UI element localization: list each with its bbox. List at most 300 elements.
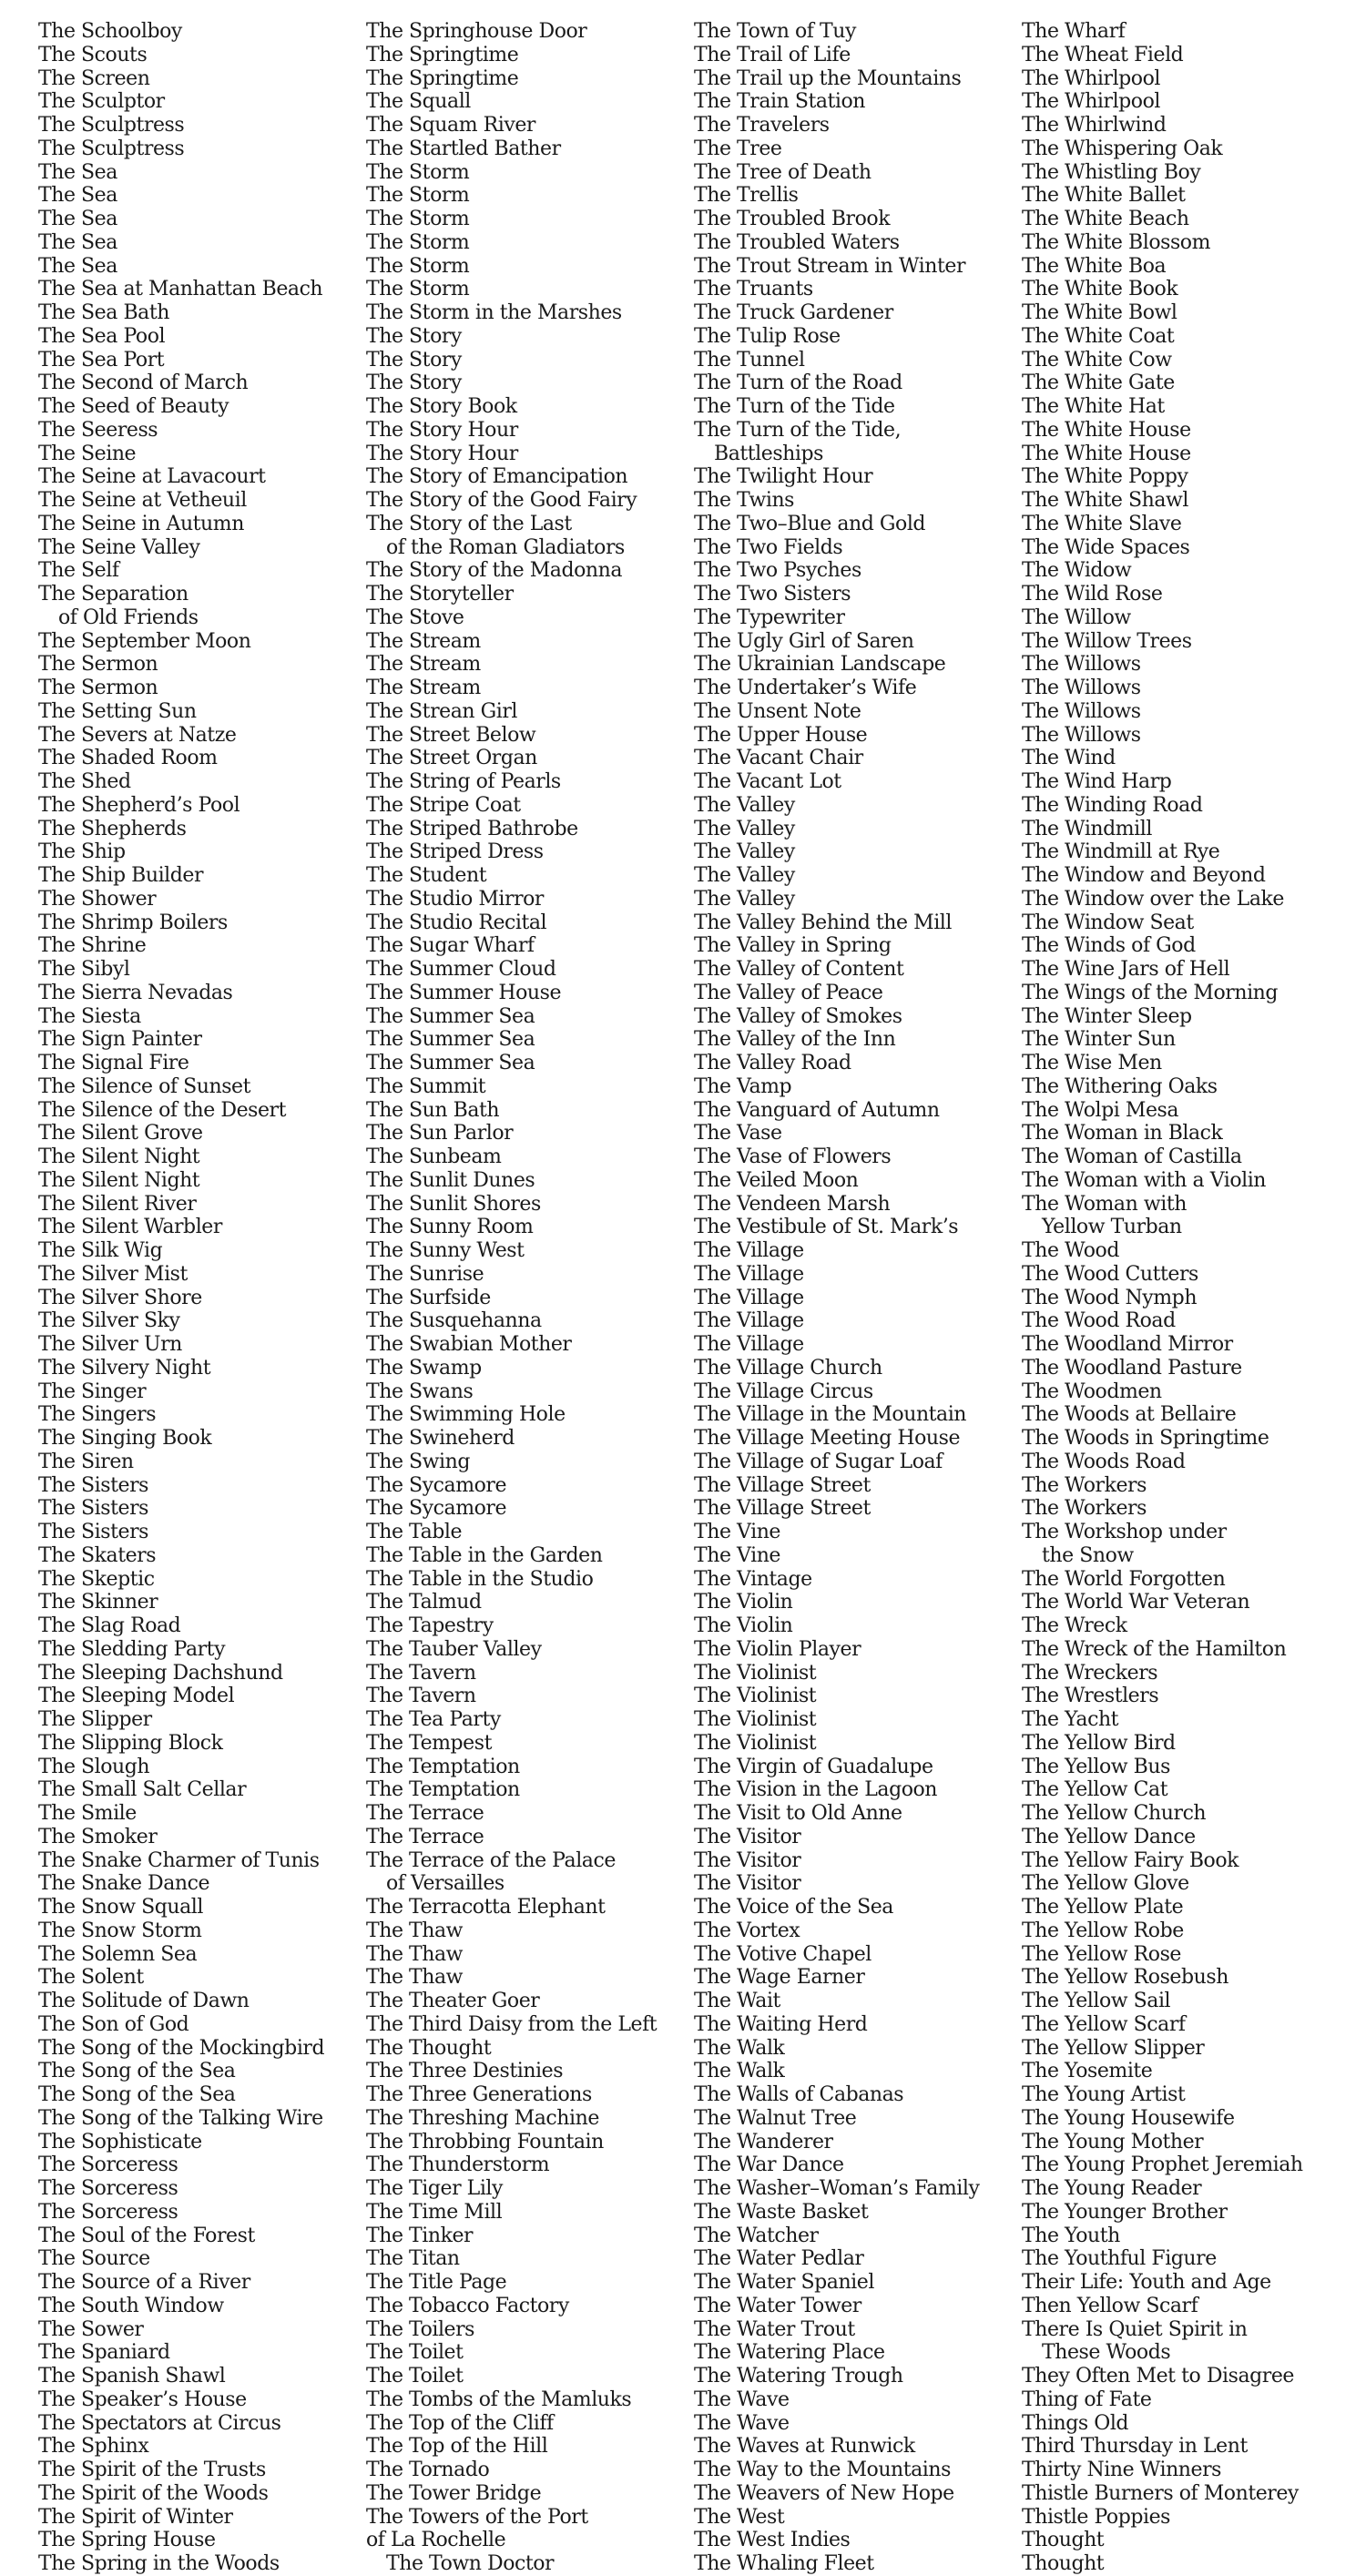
index-entry: The Summer Cloud [366, 958, 556, 981]
index-entry: The Top of the Hill [366, 2435, 548, 2459]
index-entry: The Singers [38, 1403, 157, 1427]
index-entry: The Snow Squall [38, 1896, 203, 1919]
index-entry: The Sea Pool [38, 324, 166, 348]
index-entry: The Troubled Brook [694, 208, 891, 230]
index-entry: The Sycamore [366, 1473, 507, 1497]
index-entry: The Squall [366, 90, 471, 114]
index-entry: The Sunny Room [366, 1216, 534, 1239]
index-entry: The Window over the Lake [1022, 887, 1284, 911]
index-entry: The White Slave [1022, 512, 1182, 535]
index-entry: The Sower [38, 2317, 144, 2341]
index-entry: The White Boa [1022, 254, 1167, 278]
index-entry: The Weavers of New Hope [694, 2481, 954, 2505]
index-entry: The Troubled Waters [694, 230, 900, 254]
index-entry: The Sorceress [38, 2153, 178, 2177]
index-entry-continuation: of the Roman Gladiators [386, 535, 625, 559]
index-entry: The Springtime [366, 43, 519, 66]
index-entry: The Sisters [38, 1497, 148, 1521]
index-entry: The Valley Road [694, 1052, 851, 1074]
index-entry: The Toilers [366, 2317, 475, 2341]
index-entry: The Trail of Life [694, 43, 851, 66]
index-entry: The Threshing Machine [366, 2106, 599, 2130]
index-entry: The Yellow Dance [1022, 1825, 1196, 1848]
index-entry: The Wheat Field [1022, 43, 1184, 66]
index-entry: The Sledding Party [38, 1637, 226, 1661]
index-entry: The Whispering Oak [1022, 137, 1223, 160]
index-entry: The Village [694, 1309, 804, 1333]
index-entry: There Is Quiet Spirit in [1022, 2317, 1248, 2341]
index-entry: The Two Fields [694, 535, 843, 559]
index-entry: The Voice of the Sea [694, 1896, 893, 1919]
index-entry: The Village [694, 1286, 804, 1309]
index-entry: The Vine [694, 1543, 780, 1567]
index-entry: The Trout Stream in Winter [694, 254, 966, 278]
index-entry: The Tavern [366, 1685, 476, 1708]
index-entry: The Whirlpool [1022, 66, 1160, 90]
index-entry: The Shower [38, 887, 157, 911]
index-entry: The Ukrainian Landscape [694, 653, 946, 677]
index-entry: The Two–Blue and Gold [694, 512, 926, 535]
index-entry: The Shrine [38, 934, 147, 958]
index-entry: The Vision in the Lagoon [694, 1778, 938, 1802]
index-entry-continuation: the Snow [1042, 1543, 1134, 1567]
index-entry: The Valley of the Inn [694, 1028, 896, 1052]
index-entry: The Tower Bridge [366, 2481, 542, 2505]
index-entry: The Swimming Hole [366, 1403, 566, 1427]
index-entry: The Summer Sea [366, 1028, 535, 1052]
index-entry: The Theater Goer [366, 1990, 540, 2012]
index-entry: The Waves at Runwick [694, 2435, 915, 2459]
index-entry: The Young Housewife [1022, 2106, 1235, 2130]
index-entry: The Way to the Mountains [694, 2459, 951, 2481]
index-entry: The Snow Storm [38, 1919, 202, 1942]
index-entry: The Self [38, 559, 119, 583]
index-entry: The Walk [694, 2036, 785, 2060]
index-entry: The Two Sisters [694, 583, 851, 606]
index-entry: The White Book [1022, 278, 1178, 301]
index-entry: The Tree [694, 137, 782, 160]
index-entry: The Sea Bath [38, 301, 169, 324]
index-entry: The Wave [694, 2388, 790, 2411]
index-entry: The Student [366, 864, 487, 887]
index-entry: The September Moon [38, 629, 251, 653]
index-entry: The White Poppy [1022, 465, 1188, 489]
index-entry-continuation: of Versailles [386, 1872, 505, 1896]
index-entry: The Silver Shore [38, 1286, 202, 1309]
index-entry: The Whistling Boy [1022, 160, 1201, 184]
index-entry: The Walls of Cabanas [694, 2083, 904, 2106]
index-entry: The Vacant Lot [694, 770, 841, 793]
index-entry: The Yellow Fairy Book [1022, 1848, 1239, 1872]
index-entry: The Springhouse Door [366, 20, 587, 43]
index-entry: The Seed of Beauty [38, 395, 229, 418]
index-entry: The Tree of Death [694, 160, 872, 184]
index-entry: The Whaling Fleet [694, 2552, 874, 2575]
index-entry: The Wood Road [1022, 1309, 1176, 1333]
index-entry: The Wind [1022, 747, 1116, 770]
index-entry: The Stove [366, 606, 464, 629]
index-entry: The Tulip Rose [694, 324, 841, 348]
index-entry: The Silent Night [38, 1168, 200, 1192]
index-entry: The Woods in Springtime [1022, 1427, 1269, 1450]
index-entry: The Sea Port [38, 348, 165, 372]
index-entry: The Stripe Coat [366, 793, 521, 817]
index-entry: The Vestibule of St. Mark’s [694, 1216, 959, 1239]
index-entry: The Virgin of Guadalupe [694, 1755, 933, 1778]
index-entry: The Sunlit Dunes [366, 1168, 535, 1192]
index-entry: The Violinist [694, 1731, 817, 1755]
index-entry: The Table in the Studio [366, 1567, 594, 1591]
index-entry: The Woods at Bellaire [1022, 1403, 1237, 1427]
index-entry: The Tauber Valley [366, 1637, 542, 1661]
index-entry: The Swans [366, 1380, 474, 1403]
index-entry: The White Blossom [1022, 230, 1211, 254]
index-entry: The Tunnel [694, 348, 805, 372]
index-entry: The Silvery Night [38, 1356, 211, 1380]
index-entry: The Valley of Smokes [694, 1004, 902, 1028]
index-entry: The Smoker [38, 1825, 158, 1848]
index-entry: The Willow Trees [1022, 629, 1192, 653]
index-entry: Thing of Fate [1022, 2388, 1152, 2411]
index-entry: The White Ballet [1022, 184, 1186, 208]
index-entry-continuation: The Town Doctor [386, 2552, 555, 2575]
index-entry: The Ugly Girl of Saren [694, 629, 914, 653]
index-entry: The Song of the Sea [38, 2060, 236, 2083]
index-entry: The Withering Oaks [1022, 1074, 1218, 1098]
index-entry: The Violinist [694, 1685, 817, 1708]
index-entry: The Wharf [1022, 20, 1126, 43]
index-entry: The Sculptress [38, 137, 185, 160]
index-entry: The Second of March [38, 372, 249, 395]
index-entry: The Swing [366, 1450, 470, 1473]
index-entry: The Yellow Sail [1022, 1990, 1171, 2012]
index-entry: The Water Tower [694, 2294, 861, 2317]
index-entry: The Slough [38, 1755, 150, 1778]
index-entry: The Snake Dance [38, 1872, 210, 1896]
index-entry: The Swabian Mother [366, 1333, 572, 1356]
index-entry: The Yellow Rose [1022, 1942, 1181, 1966]
index-entry: The Vintage [694, 1567, 812, 1591]
index-entry: The Shed [38, 770, 131, 793]
index-entry: The Toilet [366, 2365, 464, 2388]
index-column-3 [694, 20, 1022, 2576]
index-entry: The Wide Spaces [1022, 535, 1190, 559]
index-entry: The Village of Sugar Loaf [694, 1450, 943, 1473]
index-entry: The Seine [38, 442, 137, 465]
index-entry: The Sugar Wharf [366, 934, 535, 958]
index-entry: The Throbbing Fountain [366, 2130, 604, 2153]
index-entry: The Visitor [694, 1872, 801, 1896]
index-entry: The Story of Emancipation [366, 465, 628, 489]
index-entry: The Soul of the Forest [38, 2224, 255, 2247]
index-entry: Thistle Burners of Monterey [1022, 2481, 1299, 2505]
index-entry: The Spring House [38, 2529, 216, 2552]
index-entry: The Winter Sleep [1022, 1004, 1192, 1028]
index-entry: The Silver Mist [38, 1262, 188, 1286]
index-entry: The Song of the Mockingbird [38, 2036, 325, 2060]
index-entry: The Studio Mirror [366, 887, 545, 911]
index-entry: The Yellow Glove [1022, 1872, 1189, 1896]
index-entry: The Village Church [694, 1356, 882, 1380]
index-entry: The White Gate [1022, 372, 1175, 395]
index-entry: The Wreck of the Hamilton [1022, 1637, 1287, 1661]
index-entry: The Violin [694, 1591, 793, 1614]
index-entry: The Toilet [366, 2341, 464, 2365]
index-entry: The Tapestry [366, 1614, 494, 1637]
index-entry: The Young Mother [1022, 2130, 1204, 2153]
index-entry: The Summer Sea [366, 1004, 535, 1028]
index-entry: The Sunrise [366, 1262, 484, 1286]
index-entry: The Waiting Herd [694, 2012, 868, 2036]
index-entry: The Screen [38, 66, 150, 90]
index-entry: The Violinist [694, 1661, 817, 1685]
index-entry: The Slipper [38, 1708, 152, 1731]
index-entry: Then Yellow Scarf [1022, 2294, 1198, 2317]
index-entry: The Silence of Sunset [38, 1074, 251, 1098]
index-entry: The Sunlit Shores [366, 1192, 541, 1216]
index-entry: The White Coat [1022, 324, 1175, 348]
index-entry: The Trellis [694, 184, 799, 208]
index-entry: The Slipping Block [38, 1731, 223, 1755]
index-entry: The Train Station [694, 90, 866, 114]
index-entry: The Terracotta Elephant [366, 1896, 606, 1919]
index-entry: The Three Destinies [366, 2060, 564, 2083]
index-entry: The Terrace [366, 1825, 484, 1848]
index-entry: The Wreck [1022, 1614, 1127, 1637]
index-entry: The Wreckers [1022, 1661, 1158, 1685]
index-entry: The Veiled Moon [694, 1168, 859, 1192]
index-entry: The Story of the Good Fairy [366, 489, 637, 512]
index-entry: The Windmill [1022, 817, 1152, 840]
index-entry: The Watering Place [694, 2341, 885, 2365]
index-entry: The Sleeping Model [38, 1685, 235, 1708]
index-entry: The Woman with a Violin [1022, 1168, 1267, 1192]
index-entry: The Yellow Bus [1022, 1755, 1170, 1778]
index-entry: The Trail up the Mountains [694, 66, 962, 90]
index-entry: The Youth [1022, 2224, 1120, 2247]
index-entry: The Violin Player [694, 1637, 861, 1661]
index-entry: The Valley Behind the Mill [694, 911, 952, 934]
index-entry: The Siren [38, 1450, 134, 1473]
index-entry: The Sea [38, 160, 117, 184]
index-entry: The Yellow Bird [1022, 1731, 1176, 1755]
index-entry: The Wood Nymph [1022, 1286, 1198, 1309]
index-entry: The Willows [1022, 653, 1141, 677]
index-entry: The Title Page [366, 2271, 507, 2294]
index-entry: The Tornado [366, 2459, 490, 2481]
index-entry: The Silent Night [38, 1145, 200, 1168]
index-entry: The Silk Wig [38, 1239, 163, 1262]
index-entry: The White Beach [1022, 208, 1189, 230]
index-entry: The Sorceress [38, 2177, 178, 2200]
index-entry: The Table [366, 1521, 463, 1543]
index-entry: The South Window [38, 2294, 224, 2317]
index-entry: The Solemn Sea [38, 1942, 198, 1966]
index-entry: The Yosemite [1022, 2060, 1153, 2083]
index-entry: The Thaw [366, 1966, 464, 1990]
index-entry: The Willow [1022, 606, 1131, 629]
index-entry: The Silence of the Desert [38, 1098, 287, 1122]
index-entry: The Valley [694, 864, 795, 887]
index-entry: The Startled Bather [366, 137, 561, 160]
title-index-page [38, 20, 1350, 2576]
index-entry: The White House [1022, 418, 1191, 442]
index-entry: The Tombs of the Mamluks [366, 2388, 632, 2411]
index-entry: The Strean Girl [366, 699, 517, 723]
index-entry: The Votive Chapel [694, 1942, 872, 1966]
index-entry: The Village Street [694, 1473, 871, 1497]
index-entry: The Time Mill [366, 2200, 503, 2224]
index-entry: The Storm [366, 184, 470, 208]
index-entry: The Temptation [366, 1755, 520, 1778]
index-entry: The Water Spaniel [694, 2271, 874, 2294]
index-entry: The Story of the Madonna [366, 559, 622, 583]
index-entry: The Sorceress [38, 2200, 178, 2224]
index-entry: Third Thursday in Lent [1022, 2435, 1248, 2459]
index-entry: The Wind Harp [1022, 770, 1172, 793]
index-entry: The Sunbeam [366, 1145, 502, 1168]
index-entry: The Yellow Plate [1022, 1896, 1184, 1919]
index-entry: The Turn of the Tide, [694, 418, 902, 442]
index-entry: The Thaw [366, 1919, 464, 1942]
index-entry: The Woods Road [1022, 1450, 1186, 1473]
index-entry: The Siesta [38, 1004, 141, 1028]
index-entry: The Sermon [38, 653, 158, 677]
index-entry: The Squam River [366, 114, 535, 137]
index-entry: The Window Seat [1022, 911, 1194, 934]
index-entry: The White Cow [1022, 348, 1172, 372]
index-entry: The Smile [38, 1802, 137, 1825]
index-entry: The Spring in the Woods [38, 2552, 280, 2575]
index-entry: The Walnut Tree [694, 2106, 857, 2130]
index-entry: The Water Pedlar [694, 2247, 864, 2271]
index-entry: The Storyteller [366, 583, 514, 606]
index-entry: The Vine [694, 1521, 780, 1543]
index-entry: The Woodmen [1022, 1380, 1162, 1403]
index-entry: The Schoolboy [38, 20, 182, 43]
index-entry: The Seine in Autumn [38, 512, 244, 535]
index-entry: The Setting Sun [38, 699, 197, 723]
index-entry: The Workers [1022, 1497, 1147, 1521]
index-entry: The Spectators at Circus [38, 2411, 281, 2435]
index-entry: The Summit [366, 1074, 486, 1098]
index-entry: The Village Circus [694, 1380, 873, 1403]
index-entry: The White Bowl [1022, 301, 1177, 324]
index-entry: The Vanguard of Autumn [694, 1098, 940, 1122]
index-entry: The Yellow Church [1022, 1802, 1207, 1825]
index-entry: The Son of God [38, 2012, 189, 2036]
index-entry: The Table in the Garden [366, 1543, 603, 1567]
index-entry: The Vase [694, 1122, 782, 1145]
index-entry: They Often Met to Disagree [1022, 2365, 1294, 2388]
index-entry: of La Rochelle [366, 2529, 506, 2552]
index-entry: The Workshop under [1022, 1521, 1227, 1543]
index-entry: The Valley of Content [694, 958, 904, 981]
index-entry: The Shrimp Boilers [38, 911, 228, 934]
index-entry: The Twilight Hour [694, 465, 873, 489]
index-entry-continuation: Battleships [714, 442, 823, 465]
index-entry: The Wage Earner [694, 1966, 865, 1990]
index-entry: The Wrestlers [1022, 1685, 1159, 1708]
index-entry: The Valley [694, 887, 795, 911]
index-entry: The Striped Dress [366, 840, 544, 864]
index-entry: The Tinker [366, 2224, 474, 2247]
index-entry: The Town of Tuy [694, 20, 856, 43]
index-entry: The Woodland Mirror [1022, 1333, 1233, 1356]
index-entry: The Yacht [1022, 1708, 1119, 1731]
index-entry-continuation: Yellow Turban [1042, 1216, 1182, 1239]
index-entry: The Shepherd’s Pool [38, 793, 240, 817]
index-entry: The Willows [1022, 699, 1141, 723]
index-entry: The Sea [38, 208, 117, 230]
index-entry: The Unsent Note [694, 699, 861, 723]
index-entry: The Winding Road [1022, 793, 1203, 817]
index-entry: The Willows [1022, 677, 1141, 699]
index-entry: Their Life: Youth and Age [1022, 2271, 1271, 2294]
index-column-4 [1022, 20, 1350, 2576]
index-entry: The Vamp [694, 1074, 792, 1098]
index-entry: Thirty Nine Winners [1022, 2459, 1222, 2481]
index-entry: The Story Hour [366, 418, 518, 442]
index-entry: The Visitor [694, 1825, 801, 1848]
index-entry-continuation: of Old Friends [58, 606, 199, 629]
index-entry: The Severs at Natze [38, 723, 237, 747]
index-entry: The Spirit of the Woods [38, 2481, 269, 2505]
index-entry: The Terrace [366, 1802, 484, 1825]
index-entry: The Youthful Figure [1022, 2247, 1217, 2271]
index-entry: Thought [1022, 2552, 1105, 2575]
index-entry: The Story of the Last [366, 512, 572, 535]
index-entry: The Woodland Pasture [1022, 1356, 1242, 1380]
index-entry: The Talmud [366, 1591, 482, 1614]
index-entry: The Spaniard [38, 2341, 170, 2365]
index-entry: The Tiger Lily [366, 2177, 503, 2200]
index-entry: The Seine Valley [38, 535, 200, 559]
index-entry: The Wild Rose [1022, 583, 1163, 606]
index-entry: The Whirlwind [1022, 114, 1167, 137]
index-entry: The Whirlpool [1022, 90, 1160, 114]
index-entry: The Valley of Peace [694, 981, 883, 1004]
index-entry: The Watcher [694, 2224, 819, 2247]
index-entry: The Song of the Talking Wire [38, 2106, 323, 2130]
index-entry: The Sea [38, 230, 117, 254]
index-entry: The Sunny West [366, 1239, 525, 1262]
index-entry: The Tea Party [366, 1708, 501, 1731]
index-entry: The Third Daisy from the Left [366, 2012, 658, 2036]
index-entry: The Sibyl [38, 958, 130, 981]
index-entry: The Violin [694, 1614, 793, 1637]
index-entry: The Windmill at Rye [1022, 840, 1220, 864]
index-entry: The Truants [694, 278, 813, 301]
index-entry: The Silent River [38, 1192, 197, 1216]
index-entry: The Willows [1022, 723, 1141, 747]
index-entry: The Storm [366, 208, 470, 230]
index-entry: The Story [366, 348, 462, 372]
index-entry: The Spanish Shawl [38, 2365, 226, 2388]
index-entry: The Story Hour [366, 442, 518, 465]
index-entry: The Sculptor [38, 90, 165, 114]
index-entry: The Tobacco Factory [366, 2294, 569, 2317]
index-entry: The West Indies [694, 2529, 851, 2552]
index-entry: The Village Street [694, 1497, 871, 1521]
index-entry: The Towers of the Port [366, 2505, 588, 2529]
index-entry: The Signal Fire [38, 1052, 189, 1074]
index-entry: The Washer–Woman’s Family [694, 2177, 980, 2200]
index-entry: The Winter Sun [1022, 1028, 1176, 1052]
index-entry: The Village in the Mountain [694, 1403, 967, 1427]
index-entry: The Springtime [366, 66, 519, 90]
index-entry: The Yellow Robe [1022, 1919, 1184, 1942]
